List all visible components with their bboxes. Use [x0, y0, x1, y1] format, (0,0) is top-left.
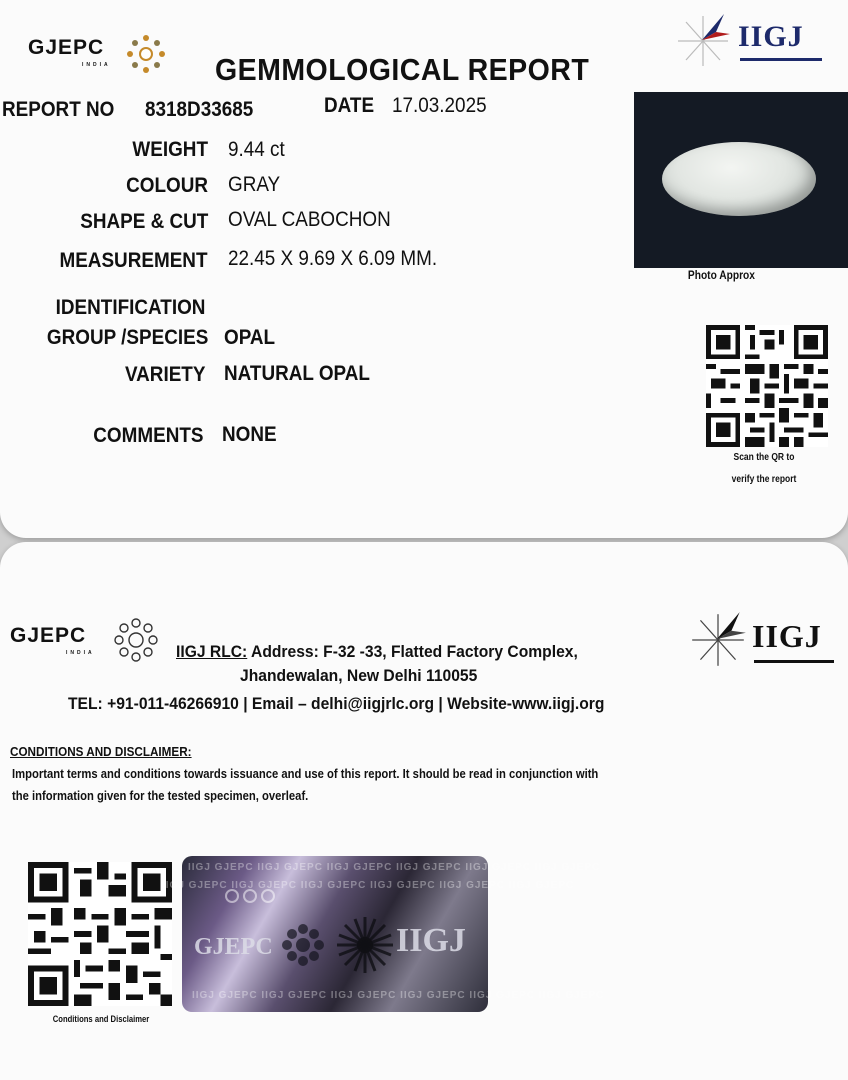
gjepc-logo-text: GJEPC: [28, 36, 105, 59]
photo-caption: Photo Approx: [687, 268, 755, 282]
conditions-qr-code-icon[interactable]: [28, 862, 172, 1006]
disclaimer-line1: Important terms and conditions towards issuance and use of this report. It should be read in conjunction with: [12, 767, 599, 781]
gjepc-logo: [28, 36, 111, 68]
security-hologram: [162, 856, 605, 1012]
address-line1-text: Address: F-32 -33, Flatted Factory Complex,: [247, 642, 578, 661]
identification-label: IDENTIFICATION: [55, 296, 205, 319]
verify-qr-code-icon[interactable]: [706, 325, 828, 447]
hologram-repeat-text-3: IIGJ GJEPC IIGJ GJEPC IIGJ GJEPC IIGJ GJEPC IIGJ GJEPC IIGJ GJEPC: [192, 990, 605, 1001]
shape-cut-value: OVAL CABOCHON: [228, 208, 391, 231]
group-species-label: GROUP /SPECIES: [46, 326, 208, 349]
address-line2: Jhandewalan, New Delhi 110055: [240, 666, 478, 685]
date-value: 17.03.2025: [392, 94, 487, 117]
group-species-value: OPAL: [224, 326, 276, 349]
report-back-card: [0, 542, 848, 1080]
gjepc-logo-subtext: INDIA: [82, 62, 111, 68]
comments-label: COMMENTS: [92, 424, 203, 447]
iigj-logo-text: IIGJ: [738, 20, 804, 53]
colour-label: COLOUR: [126, 174, 208, 197]
back-gjepc-emblem-icon: [110, 614, 162, 666]
disclaimer-title: CONDITIONS AND DISCLAIMER:: [10, 744, 192, 759]
qr-caption-line1: Scan the QR to: [733, 452, 795, 463]
iigj-logo-underline: [740, 58, 822, 61]
shape-cut-label: SHAPE & CUT: [79, 210, 208, 233]
address-label: IIGJ RLC:: [176, 642, 248, 661]
hologram-iigj-text: IIGJ: [396, 922, 466, 959]
comments-value: NONE: [222, 423, 277, 446]
conditions-qr-caption: Conditions and Disclaimer: [52, 1014, 150, 1024]
hologram-iigj-emblem-icon: [332, 912, 398, 978]
back-gjepc-logo: [10, 624, 95, 656]
hologram-repeat-text-2: IIGJ GJEPC IIGJ GJEPC IIGJ GJEPC IIGJ GJEPC IIGJ GJEPC IIGJ GJEPC: [162, 880, 575, 891]
address-line1: [176, 642, 578, 662]
iigj-emblem-icon: [672, 10, 734, 72]
back-gjepc-logo-text: GJEPC: [10, 624, 87, 647]
contact-line: TEL: +91-011-46266910 | Email – delhi@iigjrlc.org | Website-www.iigj.org: [68, 694, 605, 713]
weight-value: 9.44 ct: [228, 138, 285, 161]
measurement-value: 22.45 X 9.69 X 6.09 MM.: [228, 247, 438, 270]
hologram-repeat-text-1: IIGJ GJEPC IIGJ GJEPC IIGJ GJEPC IIGJ GJEPC IIGJ GJEPC IIGJ GJEPC: [188, 862, 601, 873]
hologram-hex-pattern-icon: [222, 886, 282, 906]
measurement-label: MEASUREMENT: [59, 249, 208, 272]
back-iigj-logo-text: IIGJ: [752, 618, 822, 654]
variety-label: VARIETY: [124, 363, 205, 386]
back-gjepc-logo-subtext: INDIA: [66, 650, 95, 656]
hologram-gjepc-text: GJEPC: [194, 934, 273, 960]
report-front-card: [0, 0, 848, 538]
back-iigj-logo-underline: [754, 660, 834, 663]
gem-stone-image: [662, 142, 816, 216]
disclaimer-text: [12, 763, 822, 807]
gem-photo: [634, 92, 848, 268]
variety-value: NATURAL OPAL: [224, 362, 370, 385]
weight-label: WEIGHT: [132, 138, 208, 161]
colour-value: GRAY: [228, 173, 281, 196]
back-iigj-emblem-icon: [686, 608, 750, 672]
date-label: DATE: [324, 94, 375, 117]
disclaimer-line2: the information given for the tested specimen, overleaf.: [12, 789, 309, 803]
report-no-label: REPORT NO: [2, 98, 115, 121]
report-title: GEMMOLOGICAL REPORT: [215, 52, 590, 87]
gjepc-emblem-icon: [122, 30, 170, 78]
qr-caption-line2: verify the report: [731, 474, 797, 485]
hologram-gjepc-emblem-icon: [278, 920, 328, 970]
report-no-value: 8318D33685: [145, 98, 254, 121]
